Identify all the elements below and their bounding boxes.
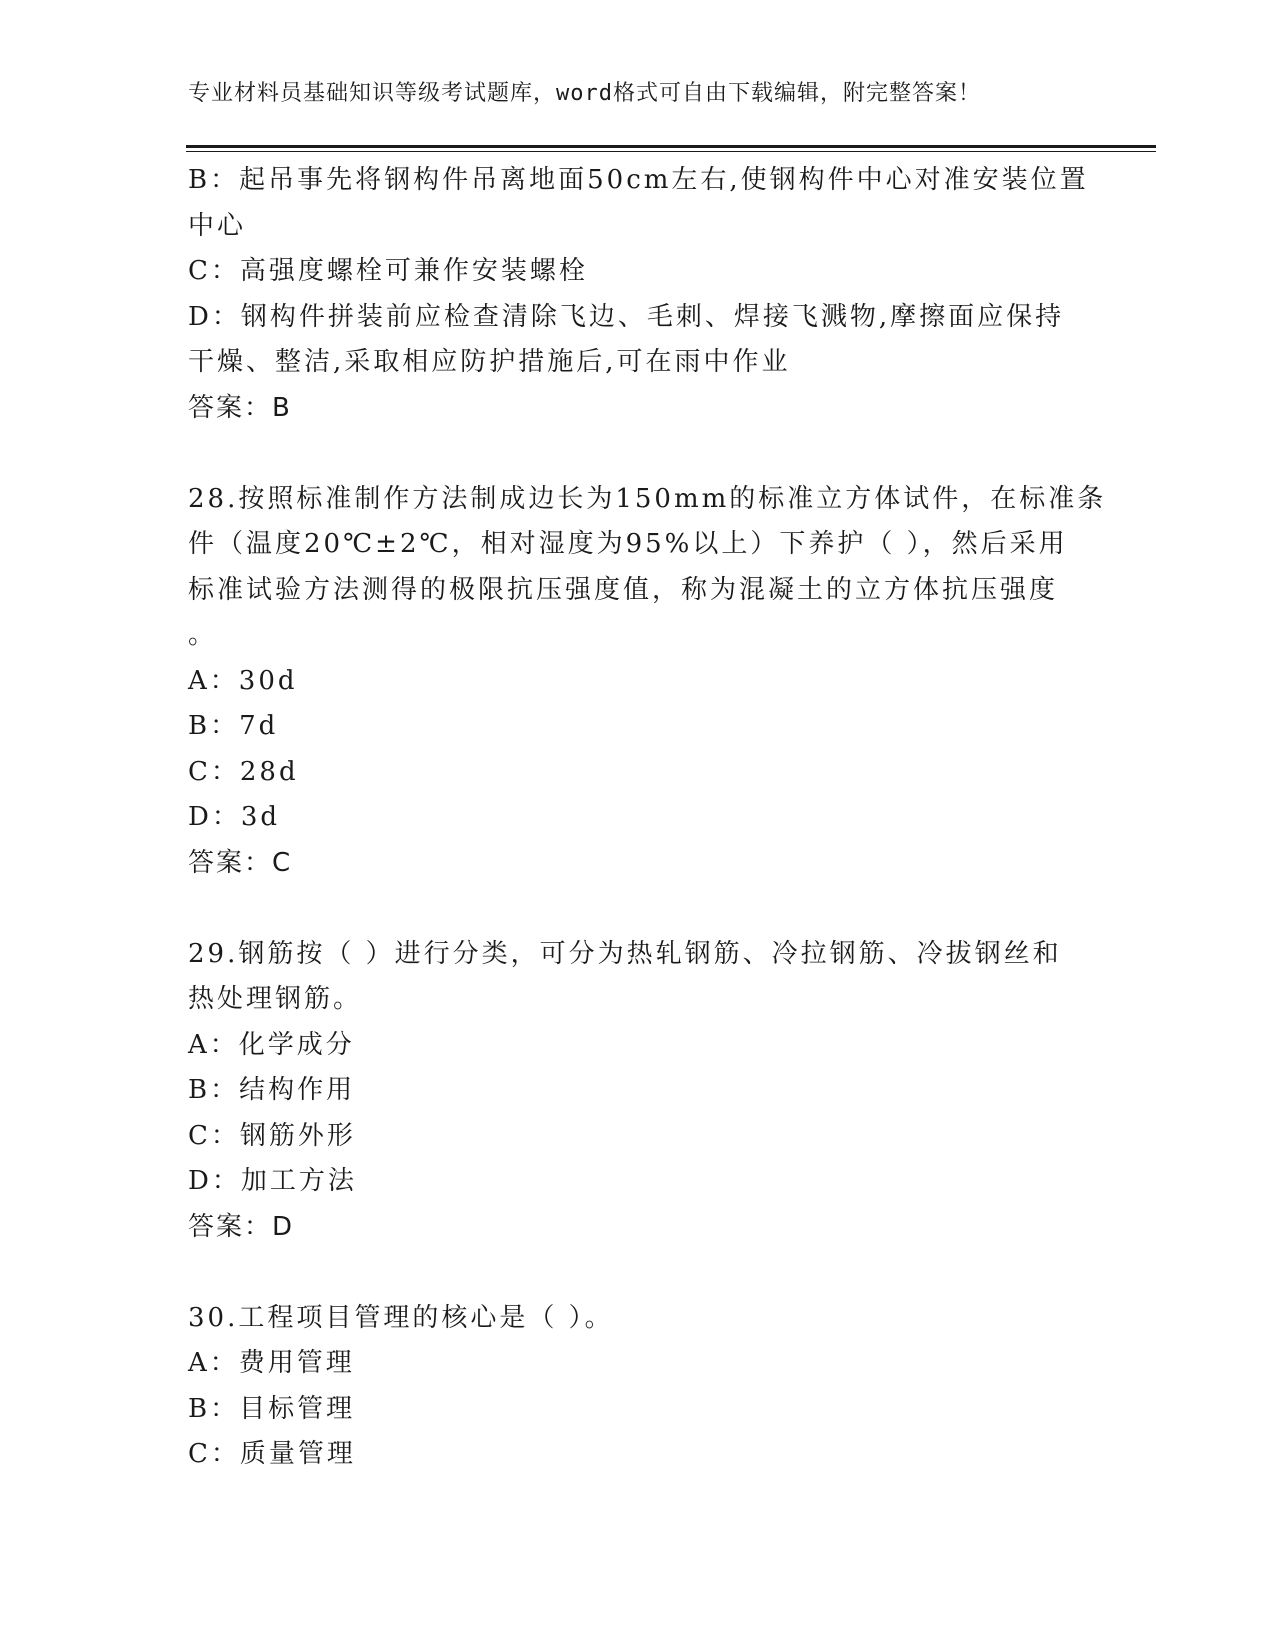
q30-option-c: C：质量管理 — [188, 1439, 356, 1469]
q28-option-c: C：28d — [188, 756, 299, 787]
q30-option-b: B：目标管理 — [188, 1393, 356, 1424]
document-body — [188, 158, 1107, 1478]
q28-stem-line3: 标准试验方法测得的极限抗压强度值，称为混凝土的立方体抗压强度 — [188, 574, 1059, 605]
q27-option-b-line2: 中心 — [188, 210, 247, 241]
q27-option-c: C：高强度螺栓可兼作安装螺栓 — [188, 256, 588, 286]
q28-answer: 答案：C — [188, 847, 293, 878]
q27-option-b-line1: B：起吊事先将钢构件吊离地面50cm左右,使钢构件中心对准安装位置 — [188, 165, 1089, 195]
q29-option-c: C：钢筋外形 — [188, 1120, 356, 1151]
question-27 — [188, 158, 1088, 431]
question-29 — [188, 932, 1088, 1251]
spacer — [188, 1250, 1088, 1296]
q27-option-d-line2: 干燥、整洁,采取相应防护措施后,可在雨中作业 — [188, 347, 791, 377]
q28-option-d: D：3d — [188, 802, 281, 832]
q28-option-a: A：30d — [188, 665, 298, 696]
q29-option-b: B：结构作用 — [188, 1075, 356, 1105]
q29-stem-line2: 热处理钢筋。 — [188, 984, 363, 1014]
q27-option-d-line1: D：钢构件拼装前应检查清除飞边、毛刺、焊接飞溅物,摩擦面应保持 — [188, 301, 1065, 332]
q29-option-a: A：化学成分 — [188, 1029, 355, 1060]
page-header: 专业材料员基础知识等级考试题库，word格式可自由下载编辑，附完整答案！ — [188, 81, 981, 106]
q28-stem-line2: 件（温度20℃±2℃，相对湿度为95%以上）下养护（ ），然后采用 — [188, 529, 1068, 559]
header-rule-thin — [186, 151, 1156, 152]
q29-answer: 答案：D — [188, 1211, 295, 1242]
q27-answer: 答案：B — [188, 392, 292, 423]
question-30 — [188, 1296, 1088, 1478]
spacer — [188, 886, 1088, 932]
spacer — [188, 431, 1088, 477]
q29-option-d: D：加工方法 — [188, 1166, 357, 1196]
q30-option-a: A：费用管理 — [188, 1348, 355, 1378]
q28-stem-line4: 。 — [188, 620, 218, 650]
header-rule-thick — [186, 145, 1156, 148]
q30-stem-line1: 30.工程项目管理的核心是（ ）。 — [188, 1302, 614, 1333]
q28-stem-line1: 28.按照标准制作方法制成边长为150mm的标准立方体试件，在标准条 — [188, 483, 1107, 514]
question-28 — [188, 477, 1107, 887]
q29-stem-line1: 29.钢筋按（ ）进行分类，可分为热轧钢筋、冷拉钢筋、冷拔钢丝和 — [188, 938, 1062, 969]
q28-option-b: B：7d — [188, 711, 279, 741]
